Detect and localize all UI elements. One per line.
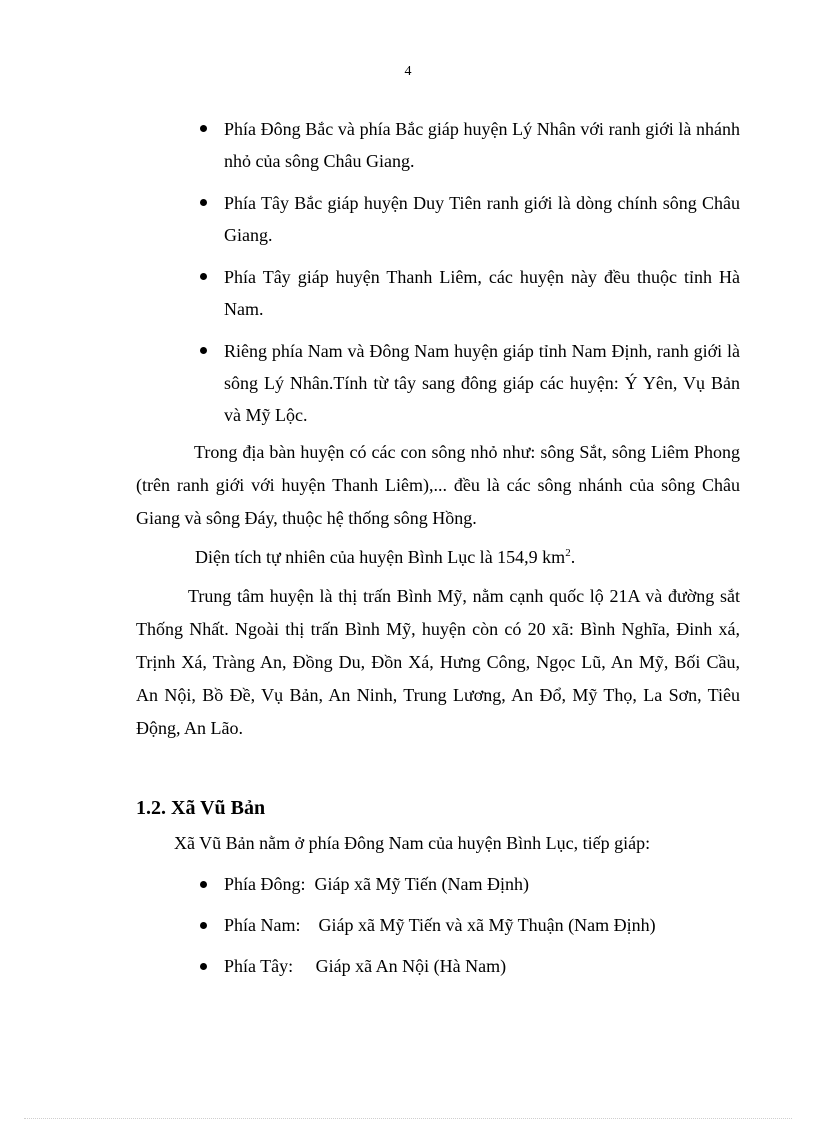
list-item: [200, 261, 740, 325]
page-number: 4: [404, 64, 412, 79]
list-item: [200, 187, 740, 251]
list-item-text: Phía Đông Bắc và phía Bắc giáp huyện Lý Nhân với ranh giới là nhánh nhỏ của sông Châu Giang.: [224, 119, 740, 171]
district-center-paragraph: Trung tâm huyện là thị trấn Bình Mỹ, nằm cạnh quốc lộ 21A và đường sắt Thống Nhất. Ngoài thị trấn Bình Mỹ, huyện còn có 20 xã: Bình Nghĩa, Đinh xá, Trịnh Xá, Tràng An, Đồng Du, Đồn Xá, Hưng Công, Ngọc Lũ, An Mỹ, Bối Cầu, An Nội, Bồ Đề, Vụ Bản, An Ninh, Trung Lương, An Đổ, Mỹ Thọ, La Sơn, Tiêu Động, An Lão.: [136, 586, 740, 738]
section-heading: 1.2. Xã Vũ Bản: [136, 797, 266, 819]
rivers-paragraph: Trong địa bàn huyện có các con sông nhỏ như: sông Sắt, sông Liêm Phong (trên ranh giới với huyện Thanh Liêm),... đều là các sông nhánh của sông Châu Giang và sông Đáy, thuộc hệ thống sông Hồng.: [136, 442, 740, 528]
district-border-list: [200, 113, 740, 441]
bullet-icon: [200, 347, 207, 354]
footer-divider: [24, 1118, 792, 1119]
list-item: [200, 335, 740, 431]
bullet-icon: [200, 963, 207, 970]
list-item-text: Phía Tây: Giáp xã An Nội (Hà Nam): [224, 956, 507, 976]
list-item: [200, 911, 740, 939]
bullet-icon: [200, 922, 207, 929]
area-text: Diện tích tự nhiên của huyện Bình Lục là 154,9 km: [195, 547, 566, 567]
bullet-icon: [200, 273, 207, 280]
list-item: [200, 870, 740, 898]
bullet-icon: [200, 881, 207, 888]
list-item-text: Riêng phía Nam và Đông Nam huyện giáp tỉnh Nam Định, ranh giới là sông Lý Nhân.Tính từ tây sang đông giáp các huyện: Ý Yên, Vụ Bản và Mỹ Lộc.: [224, 341, 740, 425]
list-item-text: Phía Đông: Giáp xã Mỹ Tiến (Nam Định): [224, 874, 529, 894]
bullet-icon: [200, 199, 207, 206]
list-item-text: Phía Nam: Giáp xã Mỹ Tiến và xã Mỹ Thuận (Nam Định): [224, 915, 656, 935]
list-item-text: Phía Tây giáp huyện Thanh Liêm, các huyện này đều thuộc tỉnh Hà Nam.: [224, 267, 740, 319]
commune-border-list: [200, 870, 740, 993]
list-item: [200, 113, 740, 177]
area-superscript: 2: [565, 547, 571, 559]
list-item: [200, 952, 740, 980]
area-paragraph: [195, 541, 740, 574]
section-intro: Xã Vũ Bản nằm ở phía Đông Nam của huyện Bình Lục, tiếp giáp:: [174, 833, 651, 853]
list-item-text: Phía Tây Bắc giáp huyện Duy Tiên ranh giới là dòng chính sông Châu Giang.: [224, 193, 740, 245]
area-end: .: [570, 547, 576, 567]
bullet-icon: [200, 125, 207, 132]
